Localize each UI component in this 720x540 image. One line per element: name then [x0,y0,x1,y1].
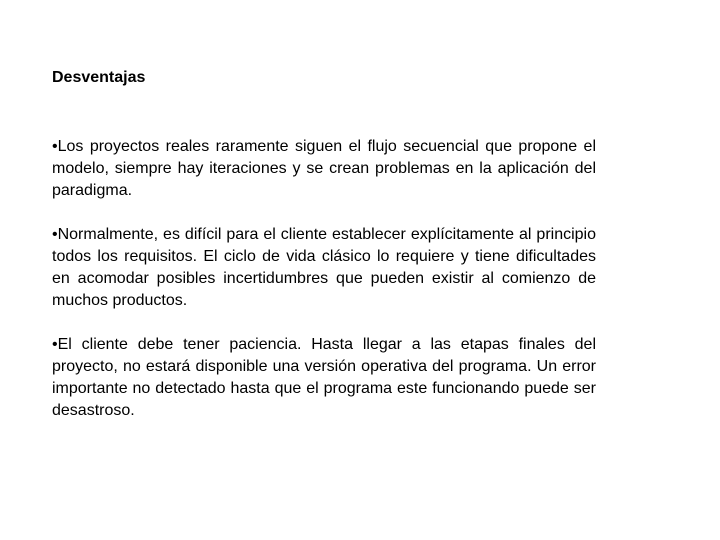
bullet-item-3: •El cliente debe tener paciencia. Hasta llegar a las etapas finales del proyecto, no estará disponible una versión operativa del programa. Un error importante no detectado hasta que el programa este funcionando puede ser desastroso. [52,336,596,419]
bullet-item-1: •Los proyectos reales raramente siguen el flujo secuencial que propone el modelo, siempre hay iteraciones y se crean problemas en la aplicación del paradigma. [52,138,596,199]
bullet-list [52,136,596,444]
bullet-item-2: •Normalmente, es difícil para el cliente establecer explícitamente al principio todos los requisitos. El ciclo de vida clásico lo requiere y tiene dificultades en acomodar posibles incertidumbres que pueden existir al comienzo de muchos productos. [52,226,596,309]
slide-title: Desventajas [52,69,146,86]
